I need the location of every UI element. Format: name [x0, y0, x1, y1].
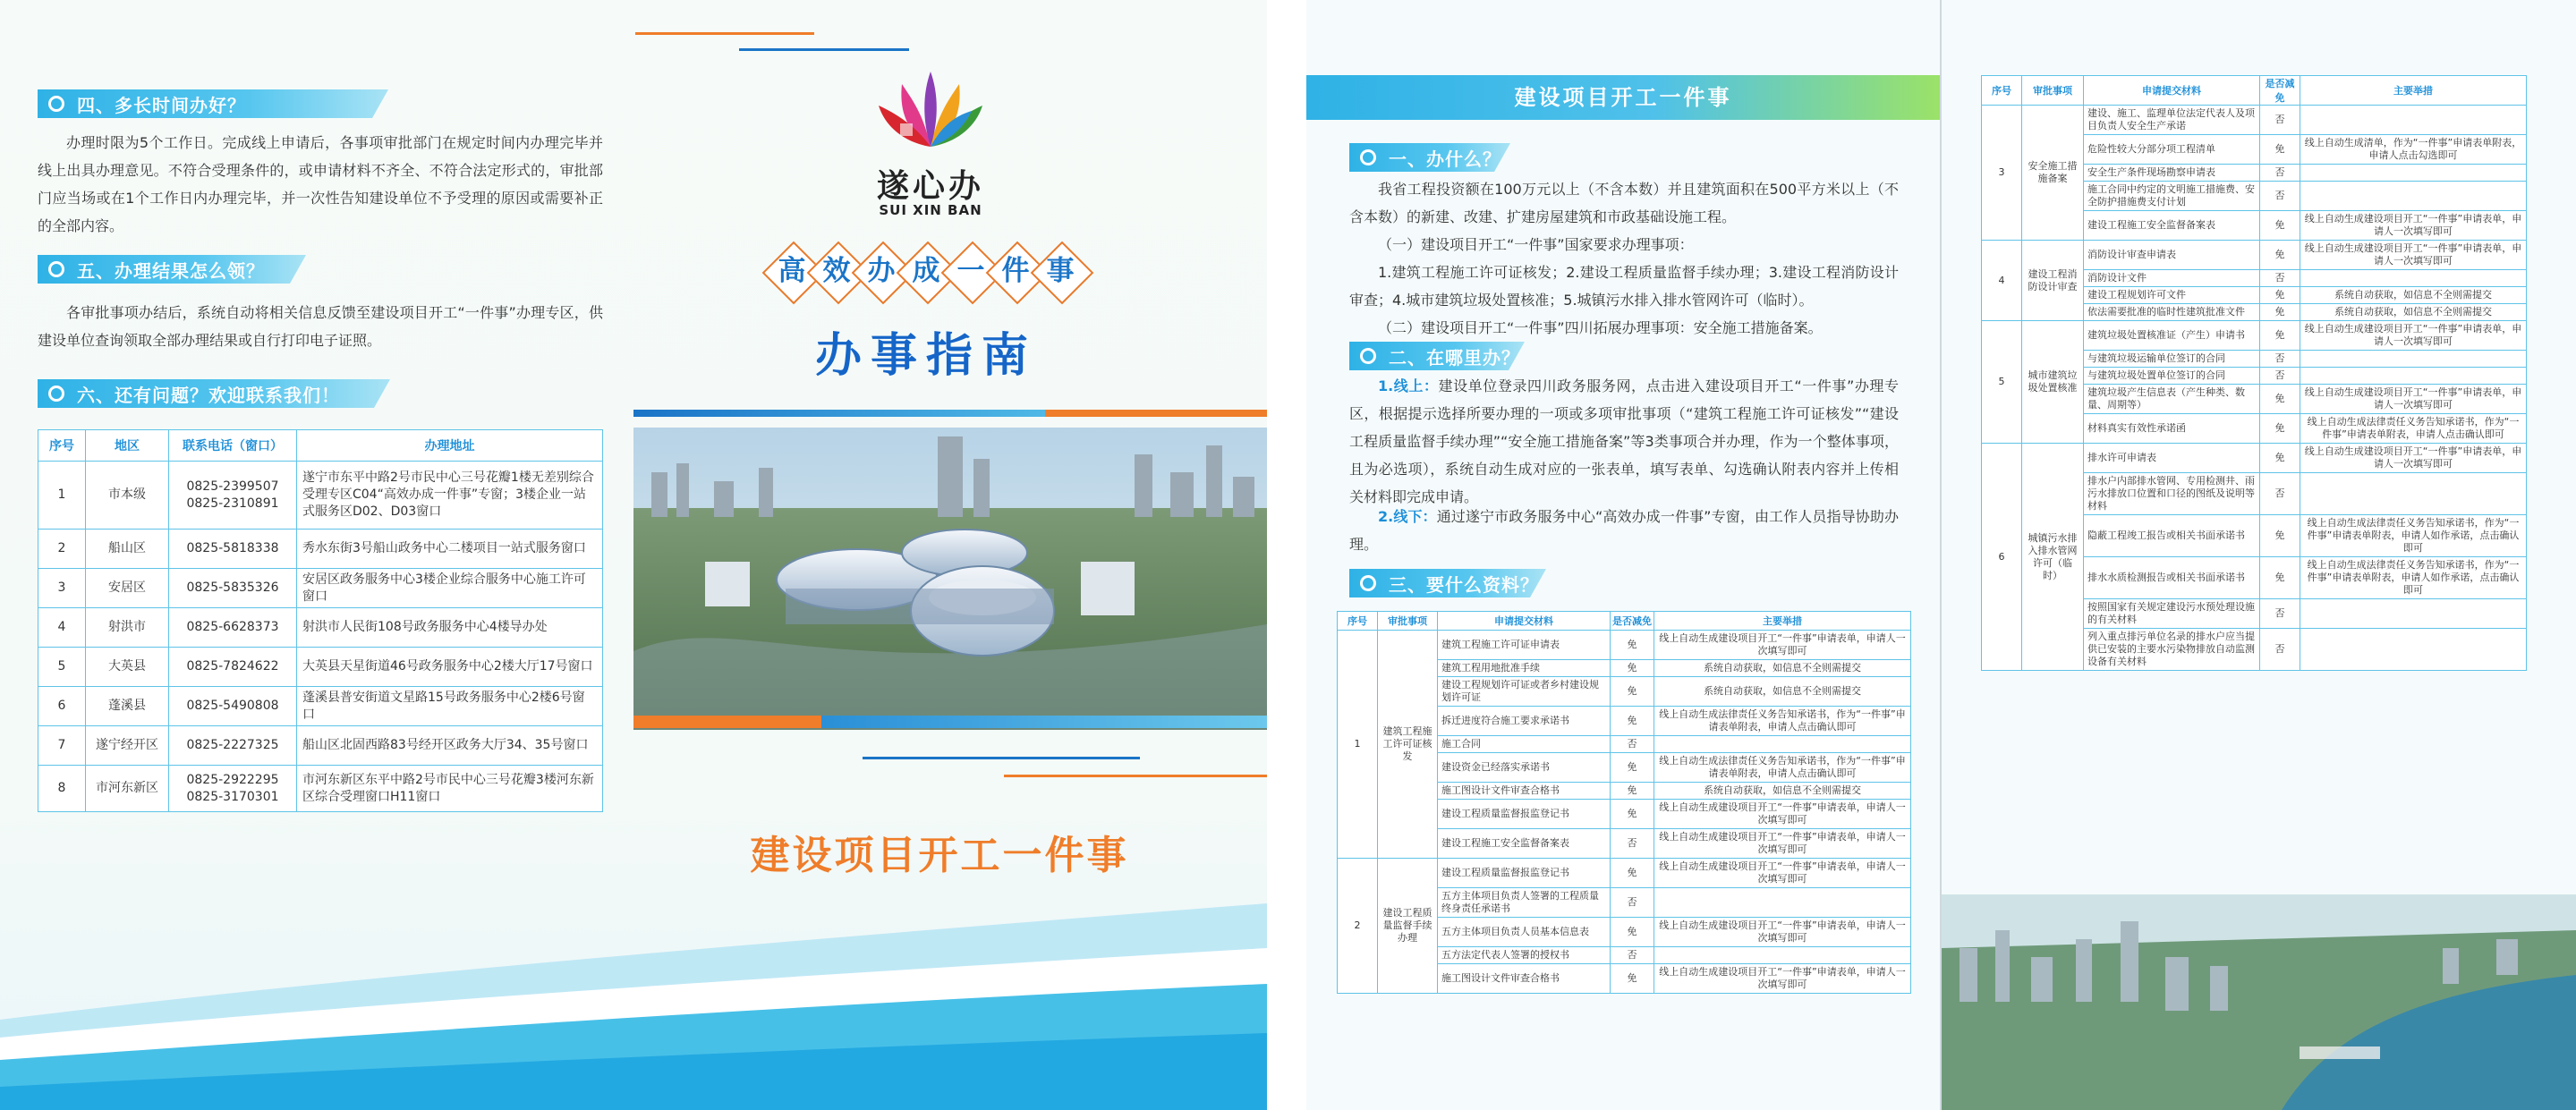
cover-title: 建设项目开工一件事: [750, 833, 1129, 878]
cell-item: 建筑工程施工许可证核发: [1378, 631, 1438, 859]
cell-measure: 系统自动获取，如信息不全则需提交: [1654, 660, 1911, 677]
deco-bar-orange-2: [633, 716, 821, 728]
cell-area: 市河东新区: [86, 766, 169, 812]
cell-exempt: 免: [2260, 211, 2300, 241]
cell-material: 建设工程规划许可文件: [2084, 287, 2260, 304]
cell-measure: 线上自动生成法律责任义务告知承诺书，作为“一件事”申请表单附表，申请人点击确认即可: [2300, 414, 2527, 444]
slogan-char: 效: [822, 255, 851, 287]
cell-no: 6: [1982, 444, 2022, 671]
cell-exempt: 否: [2260, 599, 2300, 629]
materials-table-2: 序号 审批事项 申请提交材料 是否减免 主要举措 3 安全施工措施备案 建设、施工、监理单位法定代表人及项目负责人安全生产承诺 否 危险性较大分部分项工程清单 免 线上自动生成清单，作为“一件事”申请表单附表，申请人点击勾选即可 安全生产条件现场勘察申请表 否 施工合同中约定的文明施工措施费、安全防护措施费支付计划 否 建设工程施工安全监督备案表 免 线上自动生成建设项目开工“一件事”申请表单，申请人一次填写即可 4 建设工程消防设计审查 消防设计审查申请表 免 线上自动生成建设项目开工“一件事”申请表单，申请人一次填写即可 消防设计文件 否 建设工程规划许可文件 免 系统自动获取，如信息不全则需提交 依法需要批准的临时性建筑批准文件 免 系统自动获取，如信息不全则需提交 5 城市建筑垃圾处置核准 建筑垃圾处置核准证（产生）申请书 免 线上自动生成建设项目开工“一件事”申请表单，申请人一次填写即可 与建筑垃圾运输单位签订的合同 否 与建筑垃圾处置单位签订的合同 否 建筑垃圾产生信息表（产生种类、数量、周期等） 免 线上自动生成建设项目开工“一件事”申请表单，申请人一次填写即可 材料真实有效性承诺函 免 线上自动生成法律责任义务告知承诺书，作为“一件事”申请表单附表，申请人点击确认即可 6 城镇污水排入排水管网许可（临时） 排水许可申请表 免 线上自动生成建设项目开工“一件事”申请表单，申请人一次填写即可 排水户内部排水管网、专用检测井、雨污水排放口位置和口径的图纸及说明等材料 否 隐蔽工程竣工报告或相关书面承诺书 免 线上自动生成法律责任义务告知承诺书，作为“一件事”申请表单附表，申请人如作承诺，点击确认即可 排水水质检测报告或相关书面承诺书 免 线上自动生成法律责任义务告知承诺书，作为“一件事”申请表单附表，申请人如作承诺，点击确认即可 按照国家有关规定建设污水预处理设施的有关材料 否 列入重点排污单位名录的排水户应当提供已安装的主要水污染物排放自动监测设备有关材料 否: [1981, 75, 2527, 671]
table-row: [1982, 321, 2527, 351]
deco-line-orange: [635, 32, 814, 35]
cell-exempt: 免: [2260, 287, 2300, 304]
circle-bullet-icon: [1360, 149, 1376, 165]
cell-measure: 线上自动生成法律责任义务告知承诺书，作为“一件事”申请表单附表，申请人点击确认即可: [1654, 753, 1911, 783]
cell-area: 遂宁经开区: [86, 726, 169, 766]
cell-material: 施工图设计文件审查合格书: [1438, 964, 1611, 994]
offline-method: 2.线下：通过遂宁市政务服务中心“高效办成一件事”专窗，由工作人员指导协助办理。: [1349, 508, 1899, 553]
cell-exempt: 否: [2260, 473, 2300, 515]
cell-exempt: 免: [2260, 135, 2300, 165]
cell-phone: 0825-5818338: [169, 530, 297, 569]
deco-bar-orange: [1045, 410, 1267, 417]
cell-measure: [2300, 473, 2527, 515]
cell-material: 建设、施工、监理单位法定代表人及项目负责人安全生产承诺: [2084, 106, 2260, 135]
cell-measure: 线上自动生成建设项目开工“一件事”申请表单，申请人一次填写即可: [1654, 859, 1911, 888]
cell-item: 城市建筑垃圾处置核准: [2022, 321, 2084, 444]
cell-measure: 线上自动生成建设项目开工“一件事”申请表单，申请人一次填写即可: [2300, 241, 2527, 270]
slogan-char: 件: [1001, 255, 1030, 287]
cell-exempt: 免: [1611, 753, 1654, 783]
cell-no: 6: [38, 687, 86, 726]
col-header-no: 序号: [38, 430, 86, 462]
cell-exempt: 免: [1611, 660, 1654, 677]
online-method: 1.线上：建设单位登录四川政务服务网，点击进入建设项目开工“一件事”办理专区，根据提示选择所要办理的一项或多项审批事项（“建筑工程施工许可证核发”“建设工程质量监督手续办理”“安全施工措施备案”等3类事项合并办理，作为一个整体事项，且为必选项），系统自动生成对应的一张表单，填写表单、勾选确认附表内容并上传相关材料即完成申请。: [1349, 377, 1899, 505]
cell-exempt: 免: [1611, 631, 1654, 660]
circle-bullet-icon: [1360, 348, 1376, 364]
cell-material: 材料真实有效性承诺函: [2084, 414, 2260, 444]
cell-material: 依法需要批准的临时性建筑批准文件: [2084, 304, 2260, 321]
guide-title: 办事指南: [814, 329, 1037, 383]
cell-no: 5: [1982, 321, 2022, 444]
cell-measure: 系统自动获取，如信息不全则需提交: [2300, 287, 2527, 304]
cell-material: 建设工程施工安全监督备案表: [1438, 829, 1611, 859]
col-header-address: 办理地址: [297, 430, 603, 462]
table-row: [38, 766, 603, 812]
stadium-photo: [633, 428, 1267, 730]
inner-title-banner: 建设项目开工一件事: [1306, 75, 1940, 120]
lotus-logo-icon: [859, 64, 1002, 154]
cell-phone: 0825-5490808: [169, 687, 297, 726]
cell-address: 大英县天星街道46号政务服务中心2楼大厅17号窗口: [297, 648, 603, 687]
cell-material: 按照国家有关规定建设污水预处理设施的有关材料: [2084, 599, 2260, 629]
cell-address: 船山区北固西路83号经开区政务大厅34、35号窗口: [297, 726, 603, 766]
col-header-area: 地区: [86, 430, 169, 462]
result-collect-text: 各审批事项办结后，系统自动将相关信息反馈至建设项目开工“一件事”办理专区，供建设单位查询领取全部办理结果或自行打印电子证照。: [38, 304, 603, 349]
col-header-phone: 联系电话（窗口）: [169, 430, 297, 462]
cell-exempt: 否: [2260, 165, 2300, 182]
deco-bar-blue-2: [821, 716, 1267, 728]
cell-material: 施工图设计文件审查合格书: [1438, 783, 1611, 800]
cell-exempt: 免: [1611, 783, 1654, 800]
national-items-heading: （一）建设项目开工“一件事”国家要求办理事项：: [1378, 236, 1694, 253]
materials-table-1: 序号 审批事项 申请提交材料 是否减免 主要举措 1 建筑工程施工许可证核发 建筑工程施工许可证申请表 免 线上自动生成建设项目开工“一件事”申请表单，申请人一次填写即可 建筑工程用地批准手续 免 系统自动获取，如信息不全则需提交 建设工程规划许可证或者乡村建设规划许可证 免 系统自动获取，如信息不全则需提交 拆迁进度符合施工要求承诺书 免 线上自动生成法律责任义务告知承诺书，作为“一件事”申请表单附表，申请人点击确认即可 施工合同 否 建设资金已经落实承诺书 免 线上自动生成法律责任义务告知承诺书，作为“一件事”申请表单附表，申请人点击确认即可 施工图设计文件审查合格书 免 系统自动获取，如信息不全则需提交 建设工程质量监督报监登记书 免 线上自动生成建设项目开工“一件事”申请表单，申请人一次填写即可 建设工程施工安全监督备案表 否 线上自动生成建设项目开工“一件事”申请表单，申请人一次填写即可 2 建设工程质量监督手续办理 建设工程质量监督报监登记书 免 线上自动生成建设项目开工“一件事”申请表单，申请人一次填写即可 五方主体项目负责人签署的工程质量终身责任承诺书 否 五方主体项目负责人员基本信息表 免 线上自动生成建设项目开工“一件事”申请表单，申请人一次填写即可 五方法定代表人签署的授权书 否 施工图设计文件审查合格书 免 线上自动生成建设项目开工“一件事”申请表单，申请人一次填写即可: [1337, 611, 1911, 994]
cell-exempt: 免: [1611, 677, 1654, 707]
cell-phone: 0825-2922295 0825-3170301: [169, 766, 297, 812]
cell-measure: 线上自动生成建设项目开工“一件事”申请表单，申请人一次填写即可: [1654, 964, 1911, 994]
table-row: [38, 462, 603, 530]
cell-material: 施工合同中约定的文明施工措施费、安全防护措施费支付计划: [2084, 182, 2260, 211]
cell-exempt: 免: [2260, 385, 2300, 414]
slogan-char: 成: [912, 255, 940, 287]
cell-measure: 线上自动生成法律责任义务告知承诺书，作为“一件事”申请表单附表，申请人如作承诺，点击确认即可: [2300, 515, 2527, 557]
cell-phone: 0825-6628373: [169, 608, 297, 648]
cell-material: 建设工程质量监督报监登记书: [1438, 800, 1611, 829]
circle-bullet-icon: [48, 386, 64, 402]
cell-no: 4: [1982, 241, 2022, 321]
cell-exempt: 免: [2260, 241, 2300, 270]
section-header-what: 一、办什么？: [1349, 143, 1501, 172]
cell-material: 排水户内部排水管网、专用检测井、雨污水排放口位置和口径的图纸及说明等材料: [2084, 473, 2260, 515]
cell-exempt: 免: [2260, 414, 2300, 444]
cell-measure: 线上自动生成建设项目开工“一件事”申请表单，申请人一次填写即可: [2300, 321, 2527, 351]
cell-exempt: 否: [2260, 629, 2300, 671]
cell-measure: 线上自动生成建设项目开工“一件事”申请表单，申请人一次填写即可: [1654, 918, 1911, 947]
brochure-inner-left: [1306, 0, 1940, 1110]
cell-exempt: 否: [2260, 182, 2300, 211]
cell-item: 城镇污水排入排水管网许可（临时）: [2022, 444, 2084, 671]
cell-no: 5: [38, 648, 86, 687]
cell-material: 建筑垃圾处置核准证（产生）申请书: [2084, 321, 2260, 351]
cell-material: 五方法定代表人签署的授权书: [1438, 947, 1611, 964]
cell-area: 市本级: [86, 462, 169, 530]
scope-text: 我省工程投资额在100万元以上（不含本数）并且建筑面积在500平方米以上（不含本数）的新建、改建、扩建房屋建筑和市政基础设施工程。: [1349, 181, 1899, 225]
table-row: [38, 608, 603, 648]
slogan: [766, 241, 1088, 304]
wave-decoration: [0, 903, 1267, 1110]
cell-item: 安全施工措施备案: [2022, 106, 2084, 241]
brochure-inner-right: [1942, 0, 2576, 1110]
cell-area: 船山区: [86, 530, 169, 569]
cell-measure: [1654, 736, 1911, 753]
cell-phone: 0825-2399507 0825-2310891: [169, 462, 297, 530]
table-row: [1338, 631, 1911, 660]
cell-measure: 线上自动生成建设项目开工“一件事”申请表单，申请人一次填写即可: [1654, 829, 1911, 859]
deco-bar-blue: [633, 410, 1045, 417]
cell-item: 建设工程质量监督手续办理: [1378, 859, 1438, 994]
cell-no: 2: [1338, 859, 1378, 994]
cell-measure: [2300, 165, 2527, 182]
cell-no: 4: [38, 608, 86, 648]
table-row: [38, 648, 603, 687]
cell-exempt: 免: [2260, 444, 2300, 473]
cell-measure: 线上自动生成建设项目开工“一件事”申请表单，申请人一次填写即可: [1654, 800, 1911, 829]
cell-measure: 线上自动生成法律责任义务告知承诺书，作为“一件事”申请表单附表，申请人如作承诺，点击确认即可: [2300, 557, 2527, 599]
cell-material: 建设工程质量监督报监登记书: [1438, 859, 1611, 888]
cell-exempt: 免: [1611, 964, 1654, 994]
cell-exempt: 免: [1611, 800, 1654, 829]
cell-exempt: 免: [1611, 918, 1654, 947]
cell-measure: [2300, 629, 2527, 671]
cell-material: 建筑工程用地批准手续: [1438, 660, 1611, 677]
cell-phone: 0825-2227325: [169, 726, 297, 766]
cell-measure: [1654, 947, 1911, 964]
cell-exempt: 免: [2260, 321, 2300, 351]
cell-exempt: 否: [2260, 270, 2300, 287]
cell-material: 建筑垃圾产生信息表（产生种类、数量、周期等）: [2084, 385, 2260, 414]
cell-material: 消防设计文件: [2084, 270, 2260, 287]
national-items-list: 1.建筑工程施工许可证核发；2.建设工程质量监督手续办理；3.建设工程消防设计审查；4.城市建筑垃圾处置核准；5.城镇污水排入排水管网许可（临时）。: [1349, 264, 1899, 309]
panel-gap: [1267, 0, 1306, 1110]
cell-exempt: 否: [2260, 106, 2300, 135]
cell-measure: 线上自动生成建设项目开工“一件事”申请表单，申请人一次填写即可: [1654, 631, 1911, 660]
cell-exempt: 否: [1611, 829, 1654, 859]
circle-bullet-icon: [48, 96, 64, 112]
cell-measure: [2300, 182, 2527, 211]
slogan-char: 事: [1046, 255, 1075, 287]
cell-no: 3: [1982, 106, 2022, 241]
cell-area: 大英县: [86, 648, 169, 687]
table-row: [1982, 444, 2527, 473]
slogan-char: 高: [778, 255, 806, 287]
circle-bullet-icon: [48, 261, 64, 277]
deco-line-orange-2: [1004, 775, 1267, 777]
cell-no: 1: [1338, 631, 1378, 859]
cell-item: 建设工程消防设计审查: [2022, 241, 2084, 321]
brochure-back-and-cover: [0, 0, 1267, 1110]
cell-no: 3: [38, 569, 86, 608]
cell-measure: [1654, 888, 1911, 918]
cell-exempt: 否: [1611, 736, 1654, 753]
cell-measure: [2300, 106, 2527, 135]
time-limit-text: 办理时限为5个工作日。完成线上申请后，各事项审批部门在规定时间内办理完毕并线上出具办理意见。不符合受理条件的，或申请材料不齐全、不符合法定形式的，审批部门应当场或在1个工作日内办理完毕，并一次性告知建设单位不予受理的原因或需要补正的全部内容。: [38, 134, 603, 234]
cell-exempt: 否: [2260, 351, 2300, 368]
section-header-materials: 三、要什么资料？: [1349, 569, 1539, 597]
city-river-photo: [1942, 894, 2576, 1110]
table-row: [1982, 106, 2527, 135]
cell-area: 安居区: [86, 569, 169, 608]
cell-exempt: 免: [2260, 304, 2300, 321]
cell-address: 蓬溪县普安街道文星路15号政务服务中心2楼6号窗口: [297, 687, 603, 726]
cell-measure: 线上自动生成建设项目开工“一件事”申请表单，申请人一次填写即可: [2300, 211, 2527, 241]
cell-material: 拆迁进度符合施工要求承诺书: [1438, 707, 1611, 736]
cell-material: 与建筑垃圾处置单位签订的合同: [2084, 368, 2260, 385]
cell-material: 危险性较大分部分项工程清单: [2084, 135, 2260, 165]
cell-measure: [2300, 599, 2527, 629]
cell-area: 射洪市: [86, 608, 169, 648]
cell-material: 与建筑垃圾运输单位签订的合同: [2084, 351, 2260, 368]
cell-material: 五方主体项目负责人员基本信息表: [1438, 918, 1611, 947]
section-header-time: 四、多长时间办好？: [38, 89, 246, 118]
cell-material: 建设资金已经落实承诺书: [1438, 753, 1611, 783]
cell-address: 安居区政务服务中心3楼企业综合服务中心施工许可窗口: [297, 569, 603, 608]
cell-exempt: 否: [1611, 947, 1654, 964]
cell-exempt: 否: [1611, 888, 1654, 918]
sichuan-items: （二）建设项目开工“一件事”四川拓展办理事项：安全施工措施备案。: [1378, 319, 1823, 336]
cell-measure: [2300, 368, 2527, 385]
table-row: [1338, 859, 1911, 888]
cell-material: 五方主体项目负责人签署的工程质量终身责任承诺书: [1438, 888, 1611, 918]
cell-exempt: 免: [1611, 859, 1654, 888]
cell-exempt: 否: [2260, 368, 2300, 385]
cell-material: 隐蔽工程竣工报告或相关书面承诺书: [2084, 515, 2260, 557]
cell-exempt: 免: [2260, 515, 2300, 557]
cell-no: 8: [38, 766, 86, 812]
brand-name: 遂心办: [876, 167, 984, 205]
slogan-char: 办: [867, 255, 896, 287]
cell-material: 排水水质检测报告或相关书面承诺书: [2084, 557, 2260, 599]
cell-exempt: 免: [2260, 557, 2300, 599]
cell-address: 射洪市人民街108号政务服务中心4楼导办处: [297, 608, 603, 648]
cell-material: 列入重点排污单位名录的排水户应当提供已安装的主要水污染物排放自动监测设备有关材料: [2084, 629, 2260, 671]
cell-measure: 系统自动获取，如信息不全则需提交: [1654, 783, 1911, 800]
cell-no: 2: [38, 530, 86, 569]
section-header-contact: 六、还有问题？欢迎联系我们！: [38, 379, 340, 408]
brand-name-en: SUI XIN BAN: [879, 202, 982, 218]
cell-measure: 系统自动获取，如信息不全则需提交: [1654, 677, 1911, 707]
table-row: [1982, 241, 2527, 270]
cell-no: 1: [38, 462, 86, 530]
slogan-char: 一: [956, 255, 985, 287]
cell-material: 消防设计审查申请表: [2084, 241, 2260, 270]
cell-area: 蓬溪县: [86, 687, 169, 726]
cell-measure: 线上自动生成建设项目开工“一件事”申请表单，申请人一次填写即可: [2300, 385, 2527, 414]
contact-table: [38, 429, 603, 812]
cell-measure: [2300, 351, 2527, 368]
cell-measure: 线上自动生成建设项目开工“一件事”申请表单，申请人一次填写即可: [2300, 444, 2527, 473]
section-header-where: 二、在哪里办？: [1349, 342, 1520, 370]
deco-line-blue-2: [863, 757, 1140, 759]
cell-exempt: 免: [1611, 707, 1654, 736]
cell-material: 建筑工程施工许可证申请表: [1438, 631, 1611, 660]
table-row: [38, 687, 603, 726]
cell-measure: 线上自动生成清单，作为“一件事”申请表单附表，申请人点击勾选即可: [2300, 135, 2527, 165]
cell-address: 遂宁市东平中路2号市民中心三号花瓣1楼无差别综合受理专区C04“高效办成一件事”专窗；3楼企业一站式服务区D02、D03窗口: [297, 462, 603, 530]
cell-address: 市河东新区东平中路2号市民中心三号花瓣3楼河东新区综合受理窗口H11窗口: [297, 766, 603, 812]
cell-phone: 0825-7824622: [169, 648, 297, 687]
cell-measure: [2300, 270, 2527, 287]
cell-material: 建设工程规划许可证或者乡村建设规划许可证: [1438, 677, 1611, 707]
cell-phone: 0825-5835326: [169, 569, 297, 608]
cell-measure: 线上自动生成法律责任义务告知承诺书，作为“一件事”申请表单附表，申请人点击确认即可: [1654, 707, 1911, 736]
cell-material: 安全生产条件现场勘察申请表: [2084, 165, 2260, 182]
cell-material: 施工合同: [1438, 736, 1611, 753]
cell-address: 秀水东街3号船山政务中心二楼项目一站式服务窗口: [297, 530, 603, 569]
table-row: [38, 726, 603, 766]
circle-bullet-icon: [1360, 575, 1376, 591]
cell-material: 建设工程施工安全监督备案表: [2084, 211, 2260, 241]
deco-line-blue: [739, 48, 909, 51]
table-row: [38, 530, 603, 569]
table-row: [38, 569, 603, 608]
section-header-result: 五、办理结果怎么领？: [38, 255, 265, 284]
cell-material: 排水许可申请表: [2084, 444, 2260, 473]
cell-no: 7: [38, 726, 86, 766]
cell-measure: 系统自动获取，如信息不全则需提交: [2300, 304, 2527, 321]
